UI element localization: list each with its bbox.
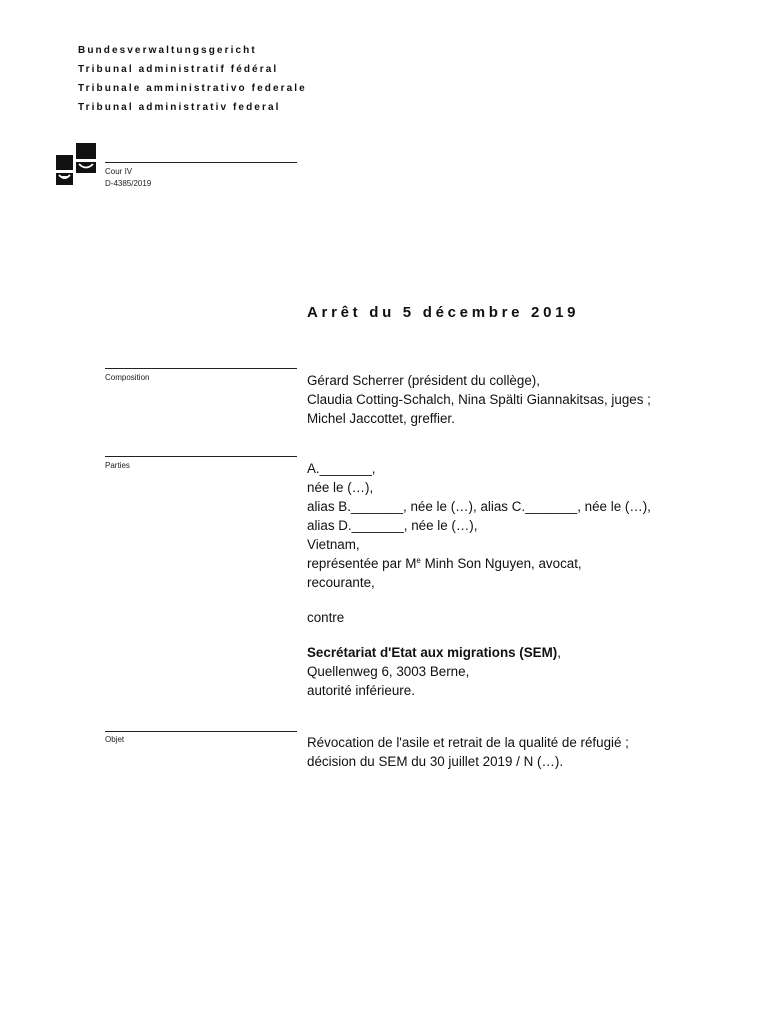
appellant-line: née le (…),	[307, 480, 374, 495]
composition-line: Michel Jaccottet, greffier.	[307, 411, 455, 426]
chamber-label: Cour IV	[105, 167, 133, 176]
appellant-line: Vietnam,	[307, 537, 360, 552]
header-rule	[105, 162, 297, 163]
court-name-fr: Tribunal administratif fédéral	[78, 64, 279, 75]
composition-rule	[105, 368, 297, 369]
composition-line: Gérard Scherrer (président du collège),	[307, 373, 540, 388]
appellant-line: A._______,	[307, 461, 376, 476]
composition-line: Claudia Cotting-Schalch, Nina Spälti Giannakitsas, juges ;	[307, 392, 651, 407]
authority-comma: ,	[557, 645, 561, 660]
authority-role: autorité inférieure.	[307, 683, 415, 698]
subject-line: décision du SEM du 30 juillet 2019 / N (…).	[307, 754, 564, 769]
authority-line	[307, 643, 651, 662]
representation-sup: e	[416, 556, 421, 565]
subject-rule	[105, 731, 297, 732]
subject-line: Révocation de l'asile et retrait de la qualité de réfugié ;	[307, 735, 629, 750]
appellant-role: recourante,	[307, 575, 375, 590]
court-logo-icon	[56, 143, 96, 185]
appellant-line: alias D._______, née le (…),	[307, 518, 478, 533]
representation-suffix: Minh Son Nguyen, avocat,	[420, 556, 582, 571]
case-number: D-4385/2019	[105, 179, 152, 188]
court-name-rm: Tribunal administrativ federal	[78, 102, 281, 113]
parties-label: Parties	[105, 461, 130, 470]
representation-line	[307, 554, 651, 573]
composition-label: Composition	[105, 373, 150, 382]
subject-text	[307, 733, 629, 771]
parties-text	[307, 459, 651, 700]
court-name-de: Bundesverwaltungsgericht	[78, 45, 257, 56]
document-title: Arrêt du 5 décembre 2019	[307, 304, 580, 321]
authority-name: Secrétariat d'Etat aux migrations (SEM)	[307, 645, 558, 660]
composition-text	[307, 371, 651, 428]
court-names	[78, 41, 307, 117]
court-name-it: Tribunale amministrativo federale	[78, 83, 307, 94]
versus-text: contre	[307, 610, 345, 625]
authority-address: Quellenweg 6, 3003 Berne,	[307, 664, 470, 679]
appellant-line: alias B._______, née le (…), alias C._______, née le (…),	[307, 499, 651, 514]
subject-label: Objet	[105, 735, 125, 744]
parties-rule	[105, 456, 297, 457]
representation-prefix: représentée par M	[307, 556, 417, 571]
